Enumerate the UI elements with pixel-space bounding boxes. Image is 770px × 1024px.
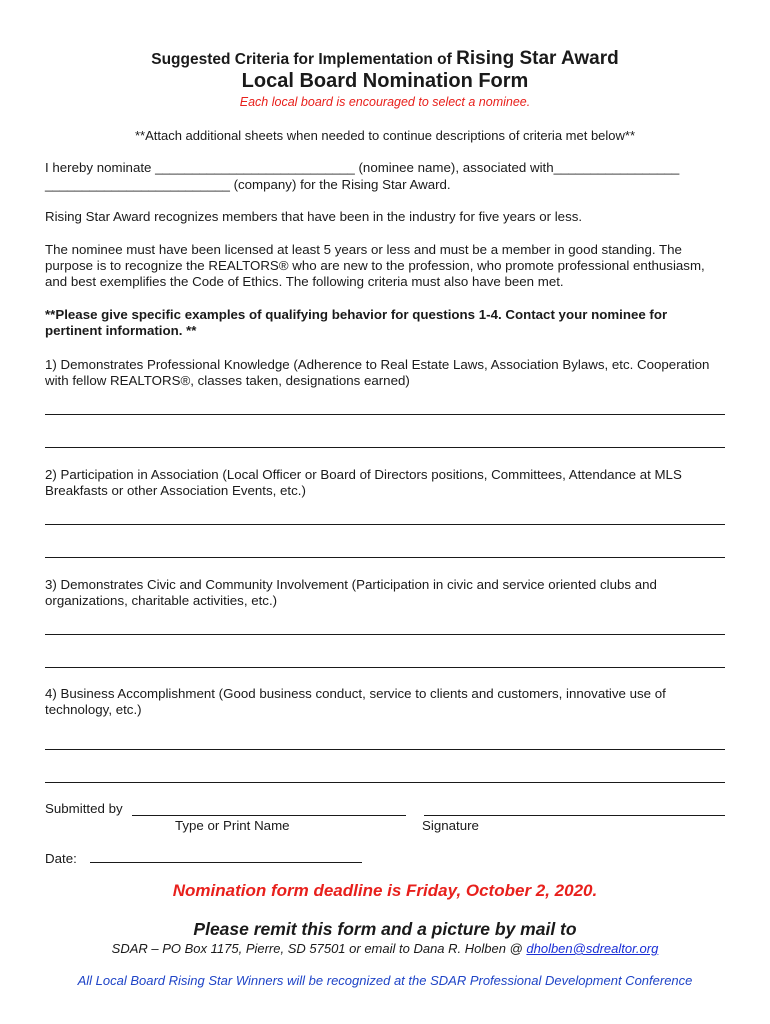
answer-line[interactable]	[45, 667, 725, 668]
title-prefix: Suggested Criteria for Implementation of	[151, 51, 457, 68]
recognition-note: All Local Board Rising Star Winners will be recognized at the SDAR Professional Development Conference	[77, 973, 693, 988]
criterion-4: 4) Business Accomplishment (Good business conduct, service to clients and customers, innovative use of technology, etc.)	[45, 686, 666, 717]
submitted-by-label: Submitted by	[45, 801, 123, 816]
subtitle: Each local board is encouraged to select a nominee.	[239, 95, 531, 109]
address-text: SDAR – PO Box 1175, Pierre, SD 57501 or email to Dana R. Holben @	[111, 941, 527, 956]
answer-line[interactable]	[45, 447, 725, 448]
answer-line[interactable]	[45, 524, 725, 525]
answer-line[interactable]	[45, 634, 725, 635]
answer-line[interactable]	[45, 749, 725, 750]
date-field-line[interactable]	[90, 862, 362, 863]
criterion-2: 2) Participation in Association (Local Officer or Board of Directors positions, Committees, Attendance at MLS Breakfasts or other Association Events, etc.)	[45, 467, 682, 498]
instructions-paragraph: **Please give specific examples of qualifying behavior for questions 1-4. Contact your nominee for pertinent information. **	[45, 307, 668, 338]
answer-line[interactable]	[45, 782, 725, 783]
form-title-line1	[0, 48, 770, 70]
signature-field-line[interactable]	[424, 815, 725, 816]
attach-note: **Attach additional sheets when needed to continue descriptions of criteria met below**	[134, 128, 636, 143]
award-name: Rising Star Award	[456, 48, 619, 69]
criterion-3: 3) Demonstrates Civic and Community Involvement (Participation in civic and service oriented clubs and organizations, charitable activities, etc.)	[45, 577, 657, 608]
remit-instructions: Please remit this form and a picture by mail to	[193, 919, 577, 939]
answer-line[interactable]	[45, 557, 725, 558]
nomination-line-2: _________________________ (company) for the Rising Star Award.	[45, 177, 451, 192]
deadline-notice: Nomination form deadline is Friday, October 2, 2020.	[172, 881, 598, 900]
mailing-address	[0, 941, 770, 956]
intro-paragraph: Rising Star Award recognizes members that have been in the industry for five years or less.	[45, 209, 583, 224]
criterion-1: 1) Demonstrates Professional Knowledge (Adherence to Real Estate Laws, Association Bylaws, etc. Cooperation with fellow REALTORS®, classes taken, designations earned)	[45, 357, 710, 388]
nomination-line-1: I hereby nominate ___________________________ (nominee name), associated with_________________	[45, 160, 680, 175]
name-field-line[interactable]	[132, 815, 406, 816]
signature-label: Signature	[422, 818, 479, 833]
date-label: Date:	[45, 851, 77, 866]
form-title: Local Board Nomination Form	[241, 70, 529, 92]
type-or-print-label: Type or Print Name	[175, 818, 290, 833]
answer-line[interactable]	[45, 414, 725, 415]
email-link[interactable]: dholben@sdrealtor.org	[526, 941, 659, 956]
eligibility-paragraph: The nominee must have been licensed at least 5 years or less and must be a member in good standing. The purpose is to recognize the REALTORS® who are new to the profession, who promote professional enthusiasm, and best exemplifies the Code of Ethics. The following criteria must also have been met.	[45, 242, 705, 289]
